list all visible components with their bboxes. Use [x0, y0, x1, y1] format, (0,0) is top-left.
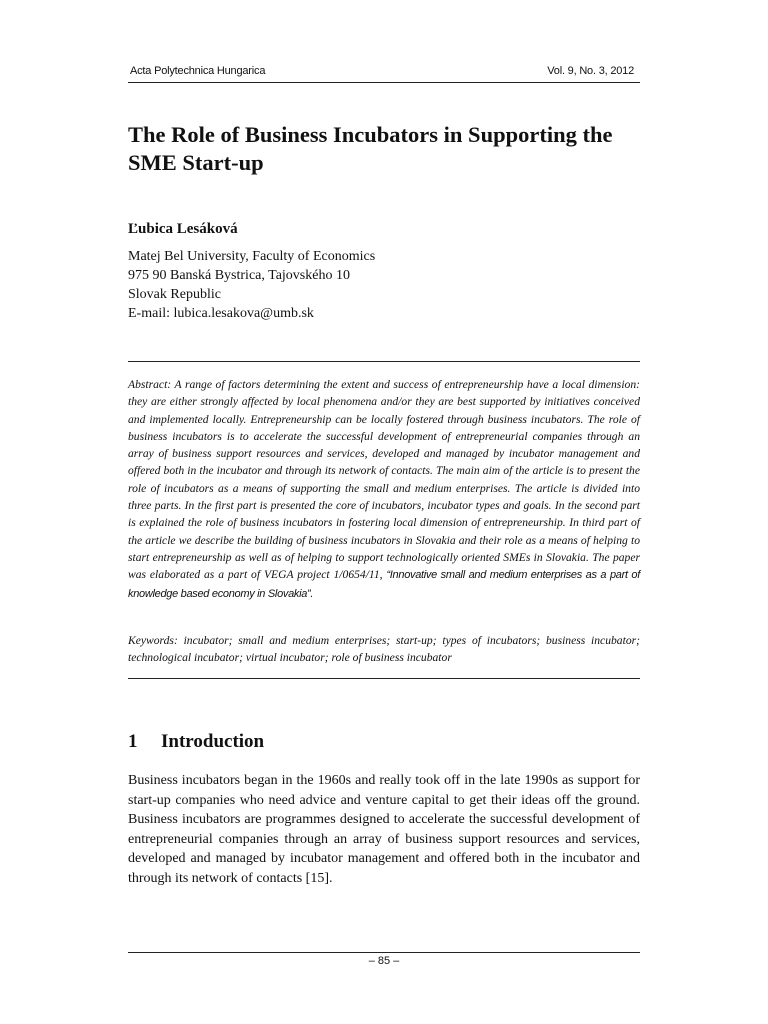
author-email: E-mail: lubica.lesakova@umb.sk — [128, 306, 314, 321]
abstract-body: Abstract: A range of factors determining the extent and success of entrepreneurship have a local dimension: they are either strongly affected by local phenomena and/or they are best supported by initiatives conceived and implemented locally. Entrepreneurship can be locally fostered through business incubators. The role of business incubators is to accelerate the successful development of entrepreneurial companies through an array of business support resources and services, developed and managed by incubator management and offered both in the incubator and through its network of contacts. The main aim of the article is to present the role of incubators as a means of supporting the small and medium enterprises. The article is divided into three parts. In the first part is presented the core of incubators, incubator types and goals. In the second part is explained the role of business incubators in fostering local dimension of entrepreneurship. In third part of the article we describe the building of business incubators in Slovakia and their role as a means of helping to start entrepreneurship as well as of helping to support technologically oriented SMEs in Slovakia. The paper was elaborated as a part of VEGA project 1/0654/11, — [128, 378, 640, 582]
footer-rule — [128, 952, 640, 953]
abstract-project-title: “Innovative small and medium enterprises as a part of knowledge based economy in Slovakia”. — [128, 569, 640, 600]
page-number: – 85 – — [368, 955, 400, 967]
abstract-text — [128, 376, 640, 603]
affiliation-institution: Matej Bel University, Faculty of Economics — [128, 249, 376, 264]
paper-title: The Role of Business Incubators in Supporting the SME Start-up — [128, 122, 613, 175]
journal-name: Acta Polytechnica Hungarica — [130, 65, 266, 77]
author-name: Ľubica Lesáková — [128, 221, 238, 237]
section-title: Introduction — [161, 731, 265, 752]
keywords: Keywords: incubator; small and medium enterprises; start-up; types of incubators; business incubator; technological incubator; virtual incubator; role of business incubator — [128, 634, 640, 665]
affiliation-address: 975 90 Banská Bystrica, Tajovského 10 — [128, 268, 350, 283]
section-number: 1 — [128, 731, 138, 752]
section-heading — [128, 731, 264, 753]
introduction-paragraph: Business incubators began in the 1960s and really took off in the late 1990s as support for start-up companies who need advice and venture capital to get their ideas off the ground. Business incubators are programmes designed to accelerate the successful development of entrepreneurial companies through an array of business support resources and services, developed and managed by incubator management and offered both in the incubator and through its network of contacts [15]. — [128, 773, 640, 886]
author-affiliation — [128, 247, 640, 323]
running-header — [128, 62, 640, 83]
affiliation-country: Slovak Republic — [128, 287, 221, 302]
abstract-section — [128, 361, 640, 679]
journal-issue: Vol. 9, No. 3, 2012 — [547, 65, 634, 77]
